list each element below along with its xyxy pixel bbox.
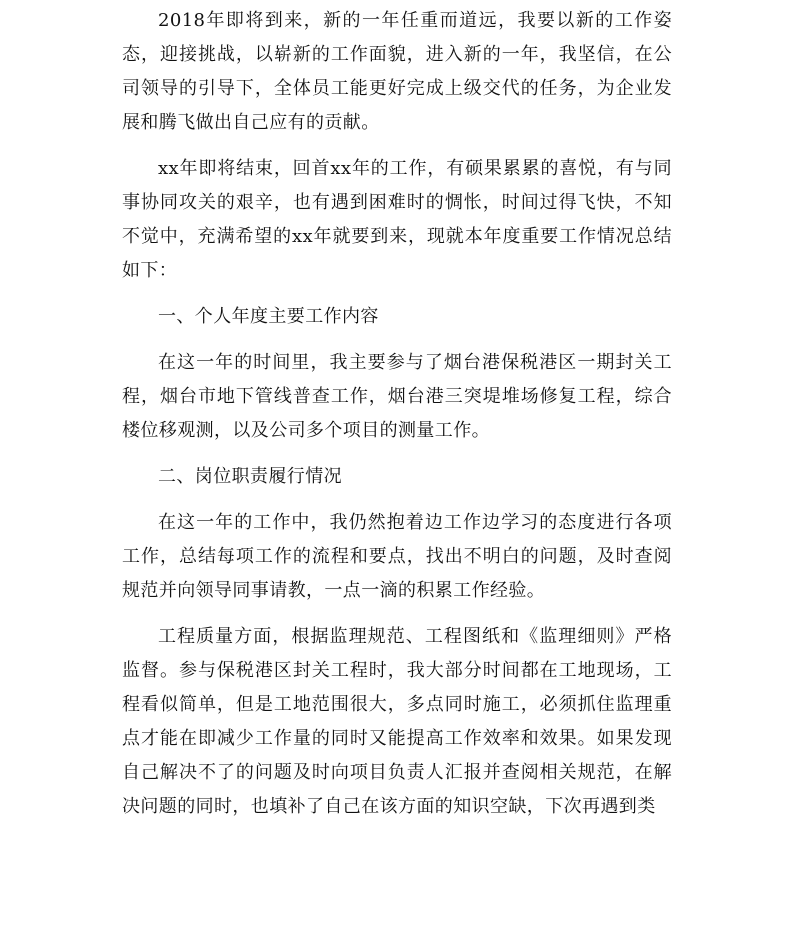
section-heading-main-work: 一、个人年度主要工作内容 [158, 306, 379, 327]
paragraph-review: xx年即将结束，回首xx年的工作，有硕果累累的喜悦，有与同事协同攻关的艰辛，也有遇到困难时的惆怅，时间过得飞快，不知不觉中，充满希望的xx年就要到来，现就本年度重要工作情况总结如下： [122, 158, 672, 281]
paragraph-duties: 在这一年的工作中，我仍然抱着边工作边学习的态度进行各项工作，总结每项工作的流程和要点，找出不明白的问题，及时查阅规范并向领导同事请教，一点一滴的积累工作经验。 [122, 512, 672, 601]
document-body [122, 0, 672, 836]
paragraph-main-work: 在这一年的时间里，我主要参与了烟台港保税港区一期封关工程，烟台市地下管线普查工作，烟台港三突堤堆场修复工程，综合楼位移观测，以及公司多个项目的测量工作。 [122, 352, 672, 441]
paragraph-quality: 工程质量方面，根据监理规范、工程图纸和《监理细则》严格监督。参与保税港区封关工程时，我大部分时间都在工地现场，工程看似简单，但是工地范围很大，多点同时施工，必须抓住监理重点才能在即减少工作量的同时又能提高工作效率和效果。如果发现自己解决不了的问题及时向项目负责人汇报并查阅相关规范，在解决问题的同时，也填补了自己在该方面的知识空缺，下次再遇到类 [122, 626, 672, 817]
paragraph-outlook: 2018年即将到来，新的一年任重而道远，我要以新的工作姿态，迎接挑战，以崭新的工作面貌，进入新的一年，我坚信，在公司领导的引导下，全体员工能更好完成上级交代的任务，为企业发展和腾飞做出自己应有的贡献。 [122, 10, 672, 133]
section-heading-duties: 二、岗位职责履行情况 [158, 466, 342, 487]
